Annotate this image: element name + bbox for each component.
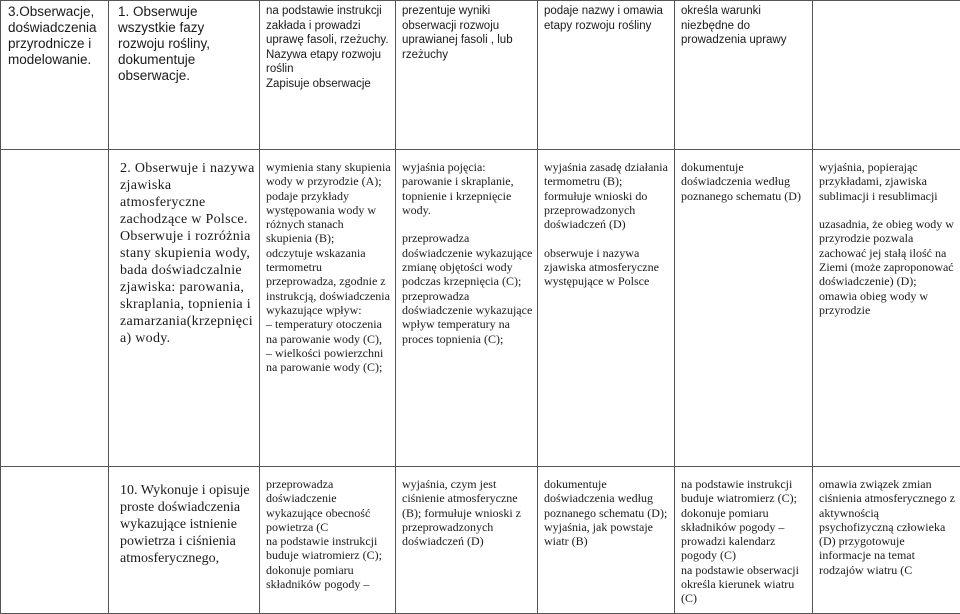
level-text: podaje nazwy i omawia etapy rozwoju rośliny <box>544 4 670 33</box>
level-cell <box>813 1 960 150</box>
level-text: wyjaśnia, czym jest ciśnienie atmosferyczne (B); formułuje wnioski z przeprowadzonych doświadczeń (D) <box>402 477 533 548</box>
table-row <box>1 467 960 614</box>
level-text: na podstawie instrukcji zakłada i prowadzi uprawę fasoli, rzeżuchy. Nazywa etapy rozwoju roślin Zapisuje obserwacje <box>266 4 391 91</box>
requirement-cell <box>109 1 260 150</box>
level-cell <box>675 1 813 150</box>
section-title: 3.Obserwacje, doświadczenia przyrodnicze i modelowanie. <box>8 4 104 68</box>
requirement-cell <box>109 150 260 467</box>
level-cell <box>396 1 538 150</box>
level-text: wymienia stany skupienia wody w przyrodzie (A); podaje przykłady występowania wody w różnych stanach skupienia (B); odczytuje wskazania termometru przeprowadza, zgodnie z instrukcją, doświadczenia wykazujące wpływ: – temperatury otoczenia na parowanie wody (C), – wielkości powierzchni na parowanie wody (C); <box>266 160 391 374</box>
level-text: przeprowadza doświadczenie wykazujące obecność powietrza (C na podstawie instrukcji buduje wiatromierz (C); dokonuje pomiaru składników pogody – <box>266 477 391 591</box>
requirement-cell <box>109 467 260 614</box>
requirement-text: 10. Wykonuje i opisuje proste doświadczenia wykazujące istnienie powietrza i ciśnienia atmosferycznego, <box>120 482 255 567</box>
level-cell <box>260 467 396 614</box>
level-cell <box>813 467 960 614</box>
level-cell <box>675 150 813 467</box>
section-cell <box>1 1 109 150</box>
requirement-text: 1. Obserwuje wszystkie fazy rozwoju rośliny, dokumentuje obserwacje. <box>118 4 241 84</box>
level-text: prezentuje wyniki obserwacji rozwoju uprawianej fasoli , lub rzeżuchy <box>402 4 533 62</box>
level-text: omawia związek zmian ciśnienia atmosferycznego z aktywnością psychofizyczną człowieka (D) przygotowuje informacje na temat rodzajów wiatru (C <box>819 477 956 577</box>
section-cell <box>1 150 109 467</box>
level-text: dokumentuje doświadczenia według poznanego schematu (D) <box>681 160 808 203</box>
table-row <box>1 1 960 150</box>
level-cell <box>538 150 675 467</box>
level-cell <box>396 467 538 614</box>
level-text: wyjaśnia, popierając przykładami, zjawiska sublimacji i resublimacji uzasadnia, że obieg wody w przyrodzie pozwala zachować jej stałą ilość na Ziemi (może zaproponować doświadczenie) (D); omawia obieg wody w przyrodzie <box>819 160 956 317</box>
level-text: wyjaśnia pojęcia: parowanie i skraplanie, topnienie i krzepnięcie wody. przeprowadza doświadczenie wykazujące zmianę objętości wody podczas krzepnięcia (C); przeprowadza doświadczenie wykazujące wpływ temperatury na proces topnienia (C); <box>402 160 533 346</box>
level-cell <box>813 150 960 467</box>
level-text: wyjaśnia zasadę działania termometru (B); formułuje wnioski do przeprowadzonych doświadczeń (D) obserwuje i nazywa zjawiska atmosferyczne występujące w Polsce <box>544 160 670 289</box>
section-cell <box>1 467 109 614</box>
level-text: dokumentuje doświadczenia według poznanego schematu (D); wyjaśnia, jak powstaje wiatr (B) <box>544 477 670 548</box>
level-cell <box>675 467 813 614</box>
level-cell <box>260 1 396 150</box>
level-cell <box>260 150 396 467</box>
level-cell <box>538 467 675 614</box>
level-text: na podstawie instrukcji buduje wiatromierz (C); dokonuje pomiaru składników pogody – prowadzi kalendarz pogody (C) na podstawie obserwacji określa kierunek wiatru (C) <box>681 477 808 606</box>
requirement-text: 2. Obserwuje i nazywa zjawiska atmosferyczne zachodzące w Polsce. Obserwuje i rozróżnia stany skupienia wody, bada doświadczalnie zjawiska: parowania, skraplania, topnienia i zamarzania(krzepnięci a) wody. <box>120 160 255 347</box>
level-text: określa warunki niezbędne do prowadzenia uprawy <box>681 4 808 48</box>
level-cell <box>538 1 675 150</box>
level-cell <box>396 150 538 467</box>
table-row <box>1 150 960 467</box>
